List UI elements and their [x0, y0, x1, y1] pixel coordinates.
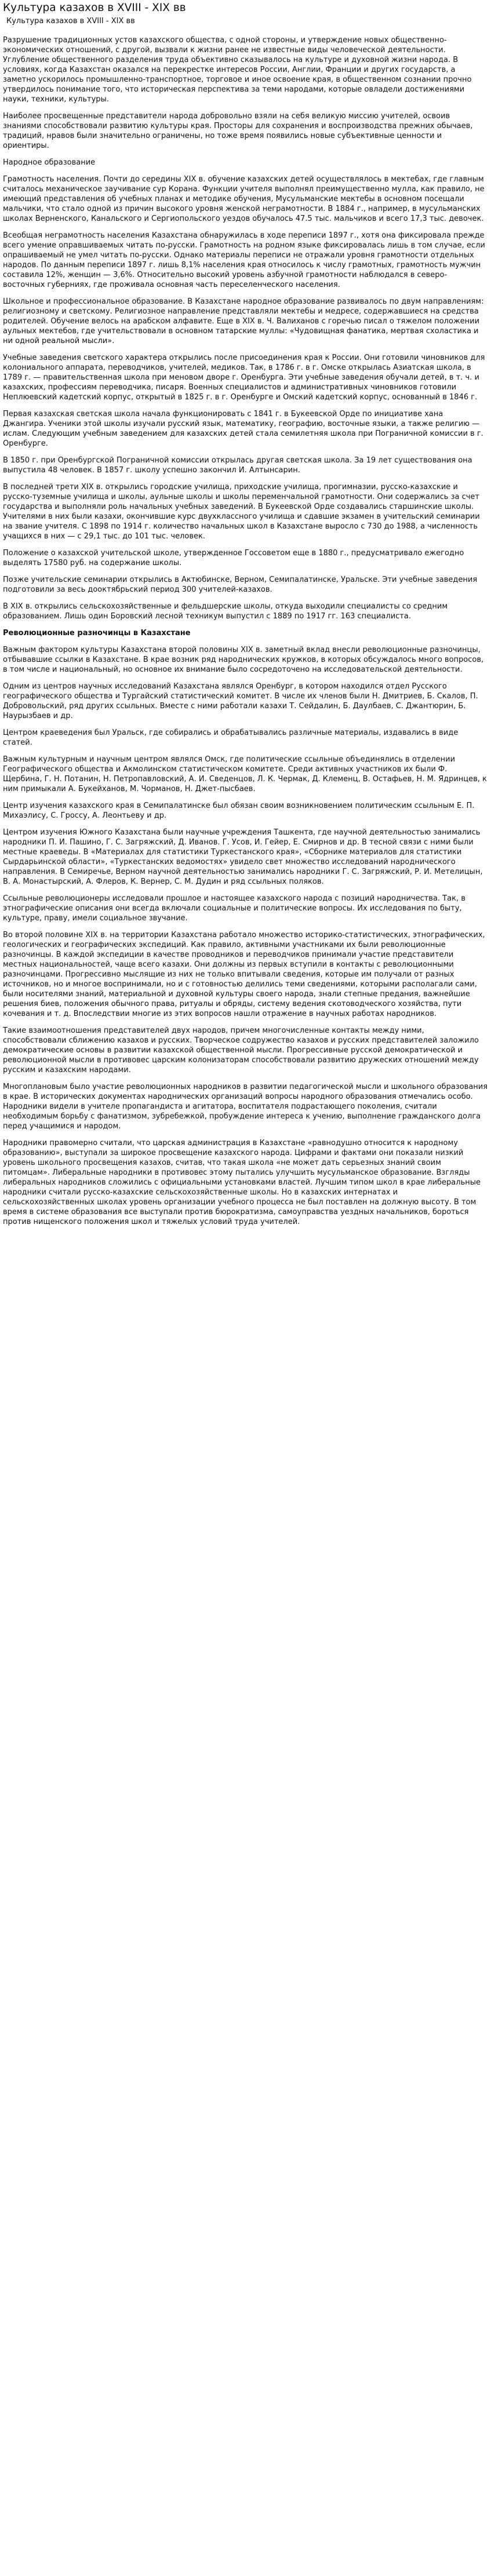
document-page [0, 1, 491, 1240]
paragraph-omsk: Важным культурным и научным центром являлся Омск, где политические ссыльные объединялись в отделении Географического общества и Акмолинском статистическом комитете. Среди активных участников их были Ф. Щербина, Г. Н. Потанин, Н. Петропавловский, А. И. Сведенцов, Л. К. Чермак, Д. Клеменц, В. Остафьев, Н. М. Ядринцев, к ним примыкали А. Букейханов, М. Чорманов, Н. Джет-пысбаев. [3, 755, 487, 793]
paragraph-agricultural-schools: В XIX в. открылись сельскохозяйственные и фельдшерские школы, откуда выходили специалисты со средним образованием. Лишь один Боровский лесной техникум выпустил с 1889 по 1917 гг. 163 специалиста. [3, 602, 448, 621]
paragraph-pedagogy: Многоплановым было участие революционных народников в развитии педагогической мысли и школьного образования в крае. В исторических документах народнических организаций вопросы народного образования отмечались особо. Народники видели в учителе пропагандиста и агитатора, воспитателя подрастающего поколения, считали необходимым борьбу с фанатизмом, зубребежкой, пробуждение интереса к учению, выполнение гражданского долга перед учащимися и народом. [3, 1083, 488, 1131]
page-subtitle: Культура казахов в XVIII - XIX вв [6, 17, 135, 25]
paragraph-last-third: В последней трети XIX в. открылись городские училища, приходские училища, прогимназии, русско-казахские и русско-туземные училища и школы, аульные школы и школы переменчальной грамотности. Они содержались за счет государства и выполняли роль начальных учебных заведений. В Букеевской Орде создавались старшинские школы. Учителями в них были казахи, окончившие курс двухклассного училища и сдавшие экзамен в учительский семинарии на звание учителя. С 1898 по 1914 г. количество начальных школ в Казахстане выросло с 730 до 1988, а численность учащихся в них — с 29,1 тыс. до 101 тыс. человек. [3, 483, 480, 541]
paragraph-1850-school: В 1850 г. при Оренбургской Пограничной комиссии открылась другая светская школа. За 19 лет существования она выпустила 48 человек. В 1857 г. школу успешно закончил И. Алтынсарин. [3, 456, 472, 475]
section-heading: Революционные разночинцы в Казахстане [3, 629, 191, 637]
paragraph-orenburg: Одним из центров научных исследований Казахстана являлся Оренбург, в котором находился отдел Русского географического общества и Тургайский статистический комитет. В числе их членов были Н. Дмитриев, Б. Скалов, П. Добровольский, ряд других ссыльных. Вместе с ними работали казахи Т. Сейдалин, Б. Даулбаев, С. Джантюрин, Б. Наурызбаев и др. [3, 682, 478, 720]
paragraph-intro: Разрушение традиционных устов казахского общества, с одной стороны, и утверждение новых общественно-экономических отношений, с другой, вызвали к жизни ранее не известные виды человеческой деятельности. Углубление общественного разделения труда объективно сказывалось на культуре и духовной жизни народа. В условиях, когда Казахстан оказался на перекрестке интересов России, Англии, Франции и других государств, а заметно ускорилось промышленно-транспортное, торговое и иное освоение края, в общественном сознании прочно утвердилось понимание того, что историческая перспектива за теми народами, которые овладели достижениями науки, техники, культуры. [3, 36, 472, 104]
paragraph-first-kazakh-school: Первая казахская светская школа начала функционировать с 1841 г. в Букеевской Орде по инициативе хана Джангира. Ученики этой школы изучали русский язык, математику, географию, восточные языки, а также религию — ислам. Следующим учебным заведением для казахских детей стала семилетняя школа при Пограничной комиссии в г. Оренбурге. [3, 410, 483, 448]
paragraph-revolutionaries: Важным фактором культуры Казахстана второй половины XIX в. заметный вклад внесли революционные разночинцы, отбывавшие ссылки в Казахстане. В крае возник ряд народнических кружков, в которых обсуждалось много вопросов, в том числе и национальный, но основное их внимание было сосредоточено на исследовательской деятельности. [3, 646, 484, 674]
paragraph-expeditions: Во второй половине XIX в. на территории Казахстана работало множество историко-статистических, этнографических, геологических и географических экспедиций. Как правило, активными участниками их были революционные разночинцы. В каждой экспедиции в качестве проводников и переводчиков принимали участие представители местных национальностей, чаще всего казахи. Они должны из первых вступили в контакты с революционными разночинцами. Прогрессивно мыслящие из них не только впитывали сведения, которые им получали от разных источников, но и многое воспринимали, но и с готовностью делились теми сведениями, которыми располагали сами, были носителями знаний, материальной и духовной культуры своего народа, знали степные предания, важнейшие решения биев, положения обычного права, ритуалы и обряды, систему ведения скотоводческого хозяйства, пути кочевания и т. д. Впоследствии многие из этих вопросов нашли отражение в научных работах народников. [3, 931, 485, 1018]
section-label-education: Народное образование [3, 158, 96, 167]
paragraph-semipalatinsk: Центр изучения казахского края в Семипалатинске был обязан своим возникновением политическим ссыльным Е. П. Михаэлису, С. Гроссу, А. Леонтьеву и др. [3, 801, 475, 820]
paragraph-school-education: Школьное и профессиональное образование. В Казахстане народное образование развивалось по двум направлениям: религиозному и светскому. Религиозное направление представляли мектебы и медресе, содержавшиеся на средства родителей. Обучение велось на арабском алфавите. Еще в XIX в. Ч. Валиханов с горечью писал о тяжелом положении аульных мектебов, где учительствовали в основном татарские муллы: «Чудовищная фанатика, мертвая схоластика и ни одной реальной мысли». [3, 297, 484, 345]
paragraph-enlighteners: Наиболее просвещенные представители народа добровольно взяли на себя великую миссию учителей, освоив знаниями способствовали развитию культуры края. Просторы для сохранения и воспроизводства прежних обычаев, традиций, нравов были значительно ограничены, но тоже время появились новые субъективные ценности и ориентиры. [3, 112, 473, 150]
paragraph-census: Всеобщая неграмотность населения Казахстана обнаружилась в ходе переписи 1897 г., хотя она фиксировала прежде всего умение оправшиваемых читать по-русски. Грамотность на родном языке фиксировалась лишь в том случае, если опрашиваемый не умел читать по-русски. Однако материалы переписи не отражали уровня грамотности отдельных народов. По данным переписи 1897 г. лишь 8,1% населения края относилось к числу грамотных, грамотность мужчин составила 12%, женщин — 3,6%. Относительно высокий уровень азбучной грамотности наблюдался в северо-восточных губерниях, где проживала основная часть переселенческого населения. [3, 231, 485, 289]
paragraph-south-kazakhstan: Центром изучения Южного Казахстана были научные учреждения Ташкента, где научной деятельностью занимались народники П. И. Пашино, Г. С. Загряжский, Д. Иванов. Г. Усов, И. Гейер, Е. Смирнов и др. В тесной связи с ними были местные краеведы. В «Материалах для статистики Туркестанского края», «Сборнике материалов для статистики Сырдарьинской области», «Туркестанских ведомостях» увидело свет множество исследований народнического направления. В Семиречье, Верном научной деятельностью занимались народники Г. С. Загряжский, Р. И. Метелицын, В. А. Монастырский, А. Флеров, К. Вернер, С. М. Дудин и ряд ссыльных поляков. [3, 828, 483, 886]
paragraph-secular-schools: Учебные заведения светского характера открылись после присоединения края к России. Они готовили чиновников для колониального аппарата, переводчиков, учителей, медиков. Так, в 1786 г. в г. Омске открылась Азиатская школа, в 1789 г. — правительственная школа при меновом дворе г. Оренбурга. Эти учебные заведения обучали детей, в т. ч. и казахских, профессиям переводчика, писаря. Военных специалистов и административных чиновников готовили Неплюевский кадетский корпус, открытый в 1825 г. в г. Оренбурге и Омский кадетский корпус, основанный в 1846 г. [3, 354, 485, 402]
paragraph-exiles-research: Ссыльные революционеры исследовали прошлое и настоящее казахского народа с позиций народничества. Так, в этнографические описания они всегда включали социальные и политические вопросы. Их исследования по быту, культуре, праву, имели социальное звучание. [3, 894, 465, 923]
paragraph-teacher-school: Положение о казахской учительской школе, утвержденное Госсоветом еще в 1880 г., предусматривало ежегодно выделять 17580 руб. на содержание школы. [3, 549, 464, 567]
paragraph-uralsk: Центром краеведения был Уральск, где собирались и обрабатывались различные материалы, издавались в виде статей. [3, 728, 459, 747]
page-title: Культура казахов в XVIII - XIX вв [3, 2, 186, 14]
paragraph-seminaries: Позже учительские семинарии открылись в Актюбинске, Верном, Семипалатинске, Уральске. Эти учебные заведения подготовили за весь дооктябрьский период 300 учителей-казахов. [3, 575, 478, 594]
paragraph-tsarist-administration: Народники правомерно считали, что царская администрация в Казахстане «равнодушно относится к народному образованию», выступали за широкое просвещение казахского народа. Цифрами и фактами они показали низкий уровень школьного просвещения казахов, считав, что такая школа «не может дать серьезных знаний своим питомцам». Либеральные народники в противовес этому пытались улучшить мусульманское образование. Взгляды либеральных народников сложились с официальными установками властей. Лучшим типом школ в крае либеральные народники считали русско-казахские сельскохозяйственные школы. Но в казахских интернатах и сельскохозяйственных школах уровень организации учебного процесса не был поставлен на должную высоту. В том время в системе образования все выступали против бюрократизма, самоуправства уездных начальников, бороться против нищенского положения школ и тяжелых условий труда учителей. [3, 1139, 481, 1226]
paragraph-relations: Такие взаимоотношения представителей двух народов, причем многочисленные контакты между ними, способствовали сближению казахов и русских. Творческое содружество казахов и русских представителей заложило демократические основы в развитии казахской общественной мысли. Прогрессивные русской демократической и революционной мысли в противовес царским колонизаторам способствовали развитию дружеских отношений между русским и казахским народами. [3, 1026, 479, 1074]
paragraph-literacy: Грамотность населения. Почти до середины XIX в. обучение казахских детей осуществлялось в мектебах, где главным считалось механическое заучивание сур Корана. Функции учителя выполнял преимущественно мулла, как правило, не имеющий представления об учебных планах и методике обучения, Мусульманские мектебы в основном посещали мальчики, что стало одной из причин высокого уровня женской неграмотности. В 1884 г., например, в мусульманских школах Верненского, Канальского и Сергиопольского уездов обучалось 47.5 тыс. мальчиков и всего 17,3 тыс. девочек. [3, 175, 485, 223]
